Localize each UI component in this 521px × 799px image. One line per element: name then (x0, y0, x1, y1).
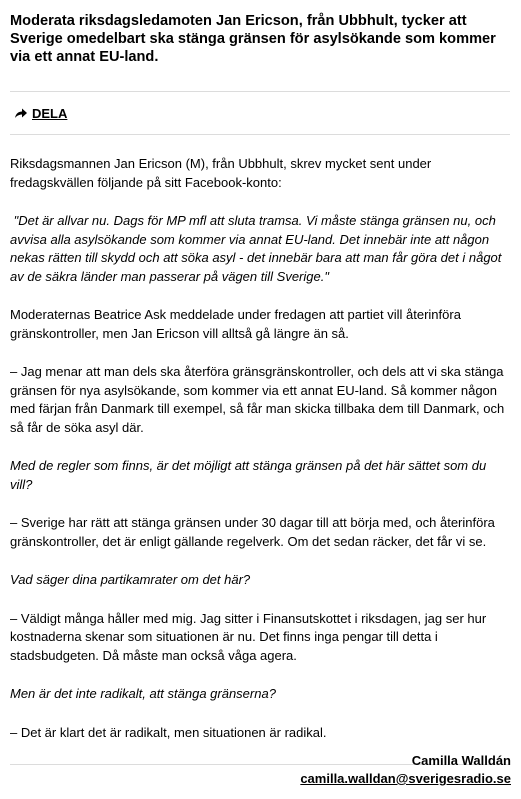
paragraph: – Det är klart det är radikalt, men situationen är radikal. (10, 724, 327, 740)
paragraph: – Väldigt många håller med mig. Jag sitter i Finansutskottet i riksdagen, jag ser hur kostnaderna skenar som situationen är nu. Det finns inga pengar till detta i stadsbudgeten. Då måste man också våga agera. (10, 610, 487, 663)
share-arrow-icon (14, 107, 28, 119)
interview-question: Men är det inte radikalt, att stänga gränserna? (10, 686, 276, 701)
paragraph: – Sverige har rätt att stänga gränsen under 30 dagar till att börja med, och återinföra gränskontroller, det är enligt gällande regelverk. Om det sedan räcker, det får vi se. (10, 515, 495, 549)
paragraph: Moderaternas Beatrice Ask meddelade under fredagen att partiet vill återinföra gränskontroller, men Jan Ericson vill alltså gå längre än så. (10, 307, 461, 341)
paragraph: – Jag menar att man dels ska återföra gränsgränskontroller, och dels att vi ska stänga gränsen för nya asylsökande, som kommer via ett annat EU-land. Så kommer någon med färjan från Danmark till exempel, så får man skicka tillbaka dem till Danmark, och så får de söka asyl där. (10, 364, 505, 435)
quote-paragraph: "Det är allvar nu. Dags för MP mfl att sluta tramsa. Vi måste stänga gränsen nu, och avvisa alla asylsökande som kommer via annat EU-land. Det innebär inte att någon nekas rätten till skydd och att söka asyl - det innebär bara att man får göra det i något av de säkra länder man passerar på vägen till Sverige." (10, 213, 502, 284)
author-name: Camilla Walldán (411, 753, 511, 768)
interview-question: Med de regler som finns, är det möjligt att stänga gränsen på det här sättet som du vill? (10, 458, 487, 492)
interview-question: Vad säger dina partikamrater om det här? (10, 572, 251, 587)
article-body (10, 155, 510, 742)
author-email-link[interactable]: camilla.walldan@sverigesradio.se (300, 771, 511, 786)
share-button[interactable] (10, 92, 510, 134)
share-label[interactable]: DELA (32, 105, 68, 121)
paragraph: Riksdagsmannen Jan Ericson (M), från Ubbhult, skrev mycket sent under fredagskvällen följande på sitt Facebook-konto: (10, 156, 432, 190)
author-signature (300, 752, 511, 788)
article (10, 12, 510, 765)
article-lead: Moderata riksdagsledamoten Jan Ericson, från Ubbhult, tycker att Sverige omedelbart ska stänga gränsen för asylsökande som kommer via ett annat EU-land. (10, 13, 496, 65)
